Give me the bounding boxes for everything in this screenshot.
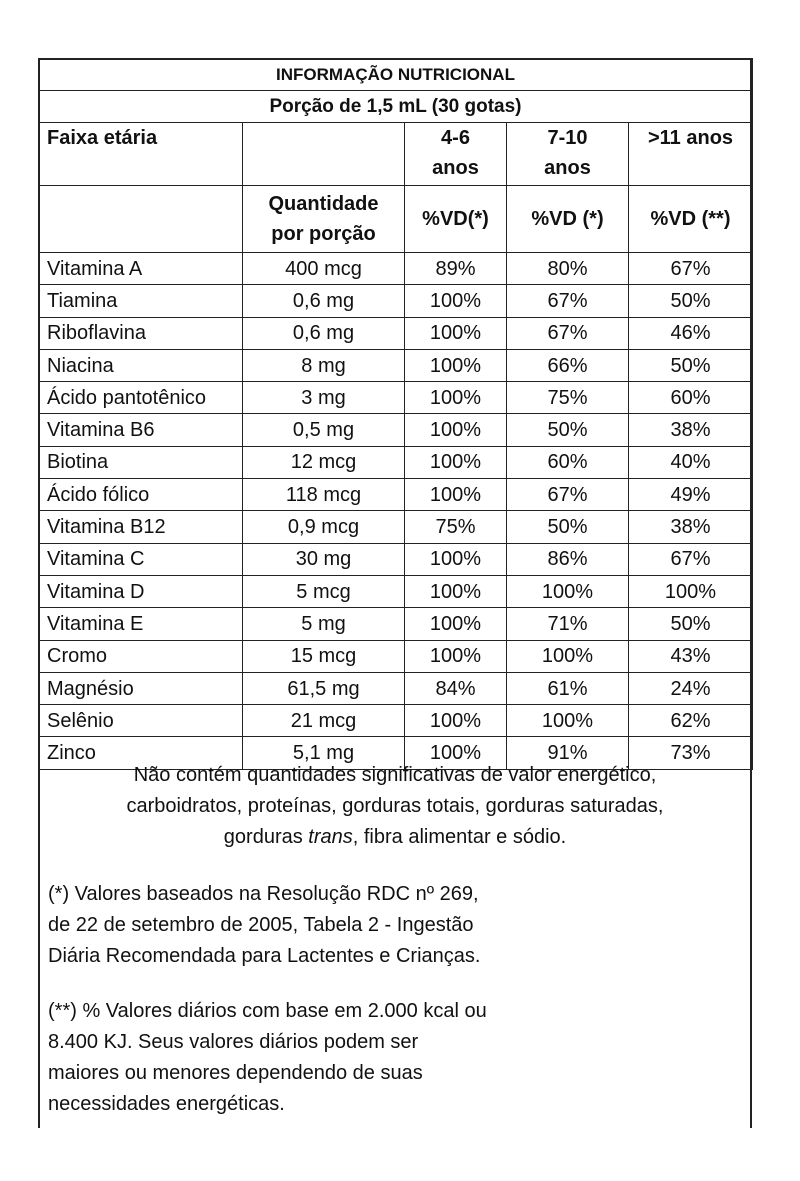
vd-4-6-value: 100% [405, 382, 507, 414]
note-line: (*) Valores baseados na Resolução RDC nº 269, [48, 883, 479, 905]
vd-11-value: 100% [629, 575, 753, 607]
nutrient-name: Tiamina [39, 285, 243, 317]
age-range-label: Faixa etária [39, 123, 243, 186]
amount-per-portion: 21 mcg [243, 705, 405, 737]
nutrient-name: Vitamina D [39, 575, 243, 607]
nutrient-name: Vitamina E [39, 608, 243, 640]
vd-7-10-value: 100% [507, 640, 629, 672]
amount-per-portion: 0,9 mcg [243, 511, 405, 543]
table-row [39, 317, 753, 349]
table-row [39, 575, 753, 607]
blank-header-cell [243, 123, 405, 186]
vd-4-6-value: 100% [405, 575, 507, 607]
age-4-6-header [405, 123, 507, 186]
vd-4-6-header: %VD(*) [405, 186, 507, 253]
vd-11-value: 38% [629, 414, 753, 446]
quantity-line2: por porção [271, 223, 376, 245]
note-line: maiores ou menores dependendo de suas [48, 1062, 423, 1084]
amount-per-portion: 0,6 mg [243, 317, 405, 349]
nutrient-name: Magnésio [39, 672, 243, 704]
vd-7-10-value: 91% [507, 737, 629, 769]
age-11-header [629, 123, 753, 186]
portion-size: Porção de 1,5 mL (30 gotas) [39, 91, 753, 123]
note-text: , fibra alimentar e sódio. [352, 826, 567, 848]
nutrient-name: Ácido pantotênico [39, 382, 243, 414]
footnote-single-asterisk [38, 879, 752, 972]
vd-4-6-value: 100% [405, 414, 507, 446]
vd-4-6-value: 100% [405, 479, 507, 511]
amount-per-portion: 5 mg [243, 608, 405, 640]
vd-11-value: 49% [629, 479, 753, 511]
amount-per-portion: 8 mg [243, 349, 405, 381]
nutrition-table [38, 58, 753, 770]
note-text: gorduras [223, 826, 309, 848]
nutrient-name: Niacina [39, 349, 243, 381]
age-7-10-header [507, 123, 629, 186]
amount-per-portion: 61,5 mg [243, 672, 405, 704]
nutrient-name: Selênio [39, 705, 243, 737]
vd-4-6-value: 100% [405, 543, 507, 575]
table-row [39, 672, 753, 704]
vd-7-10-value: 67% [507, 285, 629, 317]
portion-row [39, 91, 753, 123]
amount-per-portion: 15 mcg [243, 640, 405, 672]
vd-11-value: 40% [629, 446, 753, 478]
vd-4-6-value: 100% [405, 608, 507, 640]
table-row [39, 511, 753, 543]
nutrient-name: Ácido fólico [39, 479, 243, 511]
note-line: 8.400 KJ. Seus valores diários podem ser [48, 1031, 419, 1053]
vd-4-6-value: 89% [405, 253, 507, 285]
quantity-header [243, 186, 405, 253]
vd-11-value: 67% [629, 543, 753, 575]
vd-header-row [39, 186, 753, 253]
vd-11-value: 38% [629, 511, 753, 543]
note-line: necessidades energéticas. [48, 1093, 285, 1115]
nutrient-name: Biotina [39, 446, 243, 478]
amount-per-portion: 118 mcg [243, 479, 405, 511]
vd-11-header: %VD (**) [629, 186, 753, 253]
vd-11-value: 73% [629, 737, 753, 769]
table-row [39, 543, 753, 575]
note-line [38, 822, 752, 853]
blank-header-cell [39, 186, 243, 253]
age-header-row [39, 123, 753, 186]
note-line: carboidratos, proteínas, gorduras totais, gorduras saturadas, [126, 795, 664, 817]
quantity-line1: Quantidade [268, 193, 379, 215]
amount-per-portion: 0,5 mg [243, 414, 405, 446]
vd-7-10-value: 100% [507, 705, 629, 737]
table-title-row [39, 59, 753, 91]
vd-7-10-value: 61% [507, 672, 629, 704]
footnote-double-asterisk [38, 996, 752, 1120]
vd-4-6-value: 100% [405, 737, 507, 769]
amount-per-portion: 0,6 mg [243, 285, 405, 317]
table-row [39, 253, 753, 285]
vd-7-10-value: 67% [507, 317, 629, 349]
nutrient-rows [39, 253, 753, 770]
amount-per-portion: 3 mg [243, 382, 405, 414]
vd-7-10-value: 50% [507, 414, 629, 446]
vd-7-10-value: 60% [507, 446, 629, 478]
vd-11-value: 46% [629, 317, 753, 349]
vd-4-6-value: 100% [405, 285, 507, 317]
note-line: de 22 de setembro de 2005, Tabela 2 - Ingestão [48, 914, 474, 936]
table-row [39, 414, 753, 446]
vd-11-value: 24% [629, 672, 753, 704]
vd-4-6-value: 84% [405, 672, 507, 704]
vd-7-10-value: 50% [507, 511, 629, 543]
table-row [39, 285, 753, 317]
vd-4-6-value: 100% [405, 446, 507, 478]
vd-7-10-header: %VD (*) [507, 186, 629, 253]
nutrient-name: Vitamina B12 [39, 511, 243, 543]
vd-7-10-value: 86% [507, 543, 629, 575]
table-row [39, 446, 753, 478]
vd-11-value: 60% [629, 382, 753, 414]
nutrient-name: Zinco [39, 737, 243, 769]
not-significant-note [38, 760, 752, 853]
vd-11-value: 50% [629, 349, 753, 381]
vd-11-value: 62% [629, 705, 753, 737]
note-line: Não contém quantidades significativas de valor energético, [133, 764, 657, 786]
table-row [39, 640, 753, 672]
vd-7-10-value: 100% [507, 575, 629, 607]
amount-per-portion: 12 mcg [243, 446, 405, 478]
vd-11-value: 50% [629, 608, 753, 640]
nutrient-name: Vitamina A [39, 253, 243, 285]
vd-7-10-value: 75% [507, 382, 629, 414]
note-line: (**) % Valores diários com base em 2.000 kcal ou [48, 1000, 487, 1022]
amount-per-portion: 30 mg [243, 543, 405, 575]
vd-4-6-value: 100% [405, 705, 507, 737]
vd-11-value: 67% [629, 253, 753, 285]
vd-4-6-value: 100% [405, 640, 507, 672]
vd-4-6-value: 100% [405, 317, 507, 349]
amount-per-portion: 400 mcg [243, 253, 405, 285]
table-row [39, 479, 753, 511]
age-7-10-line2: anos [544, 157, 591, 179]
vd-7-10-value: 67% [507, 479, 629, 511]
vd-7-10-value: 71% [507, 608, 629, 640]
vd-4-6-value: 75% [405, 511, 507, 543]
vd-4-6-value: 100% [405, 349, 507, 381]
amount-per-portion: 5,1 mg [243, 737, 405, 769]
note-line: Diária Recomendada para Lactentes e Crianças. [48, 945, 481, 967]
table-row [39, 349, 753, 381]
age-4-6-line2: anos [432, 157, 479, 179]
vd-11-value: 43% [629, 640, 753, 672]
table-row [39, 705, 753, 737]
vd-7-10-value: 66% [507, 349, 629, 381]
amount-per-portion: 5 mcg [243, 575, 405, 607]
note-italic-text: trans [308, 826, 353, 848]
footnotes [38, 760, 752, 1120]
nutrient-name: Vitamina C [39, 543, 243, 575]
nutrient-name: Riboflavina [39, 317, 243, 349]
table-title: INFORMAÇÃO NUTRICIONAL [39, 59, 753, 91]
table-row [39, 382, 753, 414]
nutrient-name: Cromo [39, 640, 243, 672]
age-11-label: >11 anos [647, 127, 734, 149]
vd-7-10-value: 80% [507, 253, 629, 285]
age-7-10-line1: 7-10 [547, 127, 588, 149]
nutrient-name: Vitamina B6 [39, 414, 243, 446]
table-row [39, 608, 753, 640]
vd-11-value: 50% [629, 285, 753, 317]
age-4-6-line1: 4-6 [441, 127, 470, 149]
